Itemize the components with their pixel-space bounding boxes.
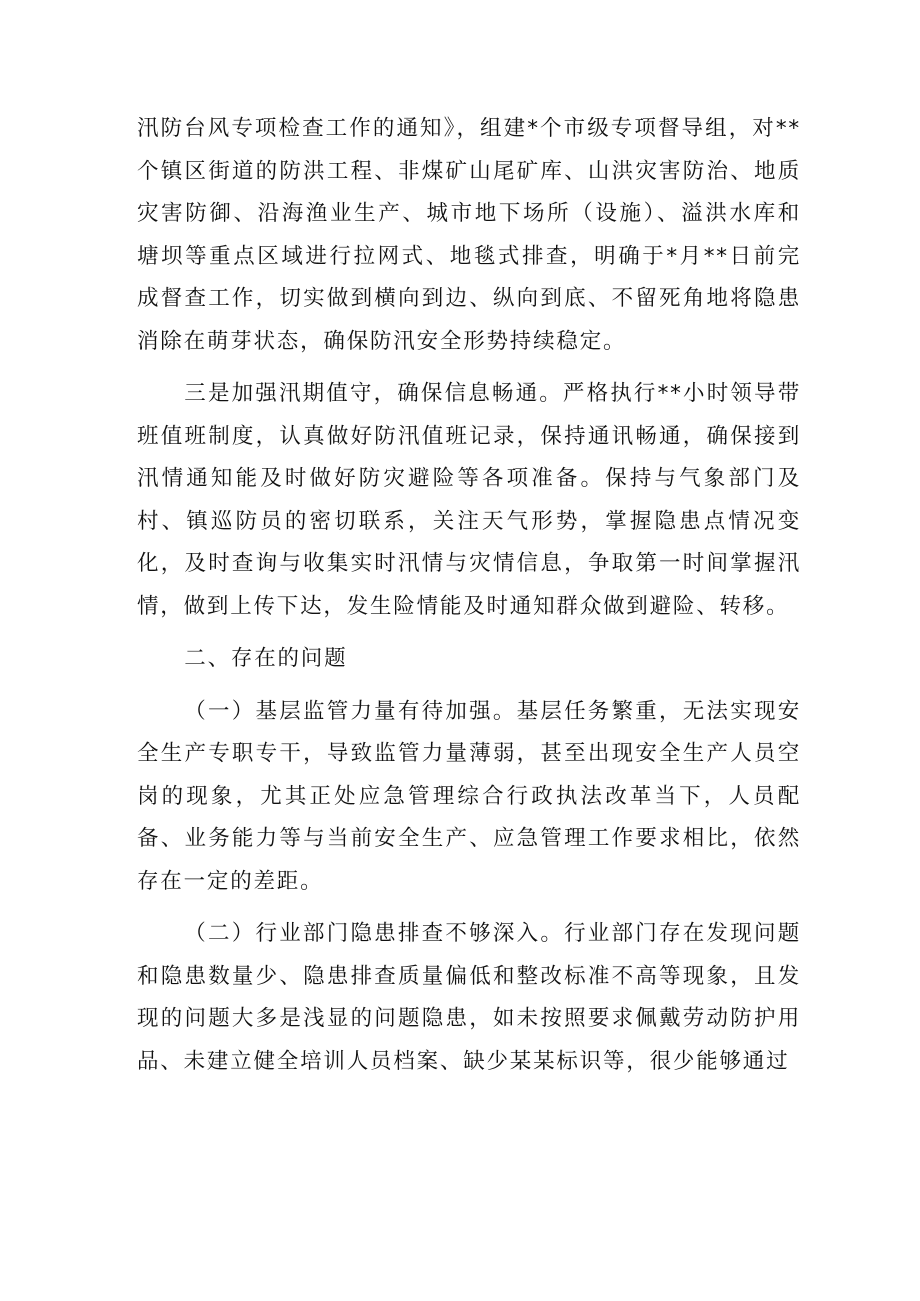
paragraph-grassroots-supervision: （一）基层监管力量有待加强。基层任务繁重，无法实现安全生产专职专干，导致监管力量薄弱，甚至出现安全生产人员空岗的现象，尤其正处应急管理综合行政执法改革当下，人员配备、业务能力等与当前安全生产、应急管理工作要求相比，依然存在一定的差距。 — [137, 698, 801, 894]
paragraph-hazard-investigation: （二）行业部门隐患排查不够深入。行业部门存在发现问题和隐患数量少、隐患排查质量偏低和整改标准不高等现象，且发现的问题大多是浅显的问题隐患，如未按照要求佩戴劳动防护用品、未建立健全培训人员档案、缺少某某标识等，很少能够通过 — [137, 921, 801, 1074]
document-body — [137, 108, 801, 1093]
paragraph-flood-duty: 三是加强汛期值守，确保信息畅通。严格执行**小时领导带班值班制度，认真做好防汛值班记录，保持通讯畅通，确保接到汛情通知能及时做好防灾避险等各项准备。保持与气象部门及村、镇巡防员的密切联系，关注天气形势，掌握隐患点情况变化，及时查询与收集实时汛情与灾情信息，争取第一时间掌握汛情，做到上传下达，发生险情能及时通知群众做到避险、转移。 — [137, 381, 801, 619]
paragraph-continued-notice: 汛防台风专项检查工作的通知》，组建*个市级专项督导组，对**个镇区街道的防洪工程、非煤矿山尾矿库、山洪灾害防治、地质灾害防御、沿海渔业生产、城市地下场所（设施）、溢洪水库和塘坝等重点区域进行拉网式、地毯式排查，明确于*月**日前完成督查工作，切实做到横向到边、纵向到底、不留死角地将隐患消除在萌芽状态，确保防汛安全形势持续稳定。 — [137, 116, 801, 354]
section-heading-problems: 二、存在的问题 — [184, 646, 348, 671]
